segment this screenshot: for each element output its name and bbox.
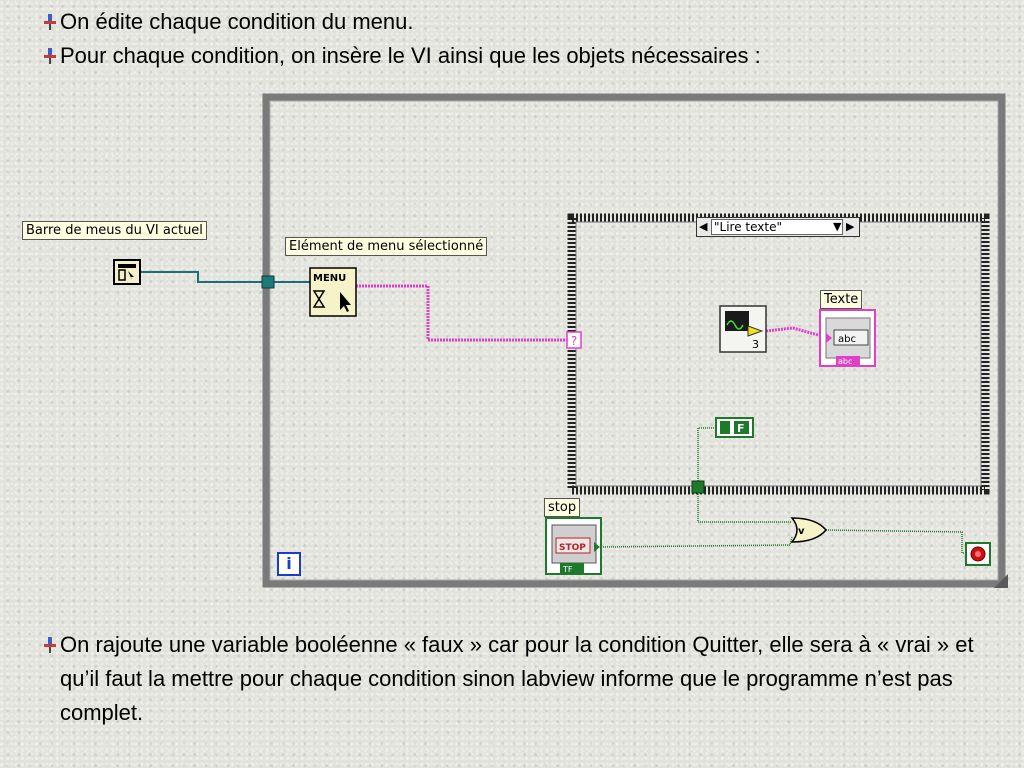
false-constant-text: F <box>737 422 745 435</box>
subvi-number: 3 <box>752 338 759 351</box>
texte-indicator-value: abc <box>838 334 856 345</box>
texte-label: Texte <box>820 290 862 309</box>
case-selector-value: "Lire texte" <box>711 219 843 235</box>
decrement-arrow-icon[interactable]: ◀ <box>699 220 708 233</box>
subvi-node <box>720 306 766 352</box>
string-wire-case <box>356 286 568 340</box>
reference-wire <box>141 272 268 282</box>
case-structure-frame <box>572 218 985 490</box>
increment-arrow-icon[interactable]: ▶ <box>846 220 855 233</box>
loop-condition-terminal <box>966 543 990 565</box>
dropdown-arrow-icon[interactable]: ▼ <box>833 220 842 233</box>
stop-button-text: STOP <box>559 543 586 553</box>
case-selector[interactable] <box>696 217 860 237</box>
or-output-wire <box>826 530 966 553</box>
bullet-2-text: Pour chaque condition, on insère le VI ainsi que les objets nécessaires : <box>60 43 761 68</box>
or-symbol: v <box>798 526 805 537</box>
string-wire-texte <box>766 328 818 335</box>
stop-button-terminal <box>546 518 601 574</box>
get-menu-node <box>310 268 356 316</box>
bullet-3-text: On rajoute une variable booléenne « faux » car pour la condition Quitter, elle sera à « vrai » et qu’il faut la mettre pour chaque condition sinon labview informe que le programme n’est pas complet. <box>60 632 974 725</box>
stop-wire <box>601 537 792 547</box>
bool-wire-or <box>698 490 792 522</box>
stop-terminal-type: TF <box>563 565 573 574</box>
pushpin-icon <box>42 637 58 653</box>
menubar-label: Barre de meus du VI actuel <box>22 221 207 240</box>
bullet-1-text: On édite chaque condition du menu. <box>60 9 414 34</box>
bullet-3 <box>42 628 982 730</box>
info-icon: i <box>277 552 301 576</box>
selected-item-label: Elément de menu sélectionné <box>285 237 487 256</box>
bool-wire-case <box>698 428 716 486</box>
case-terminal-text: ? <box>570 334 578 348</box>
bool-tunnel <box>692 481 704 493</box>
menubar-refnum-icon <box>114 260 140 284</box>
stop-label: stop <box>544 498 580 517</box>
menu-node-text: MENU <box>313 273 347 284</box>
while-loop-frame <box>266 97 1002 584</box>
texte-indicator <box>820 310 875 366</box>
texte-indicator-type: abc <box>838 357 853 366</box>
reference-tunnel <box>262 276 274 288</box>
false-constant <box>716 418 753 437</box>
